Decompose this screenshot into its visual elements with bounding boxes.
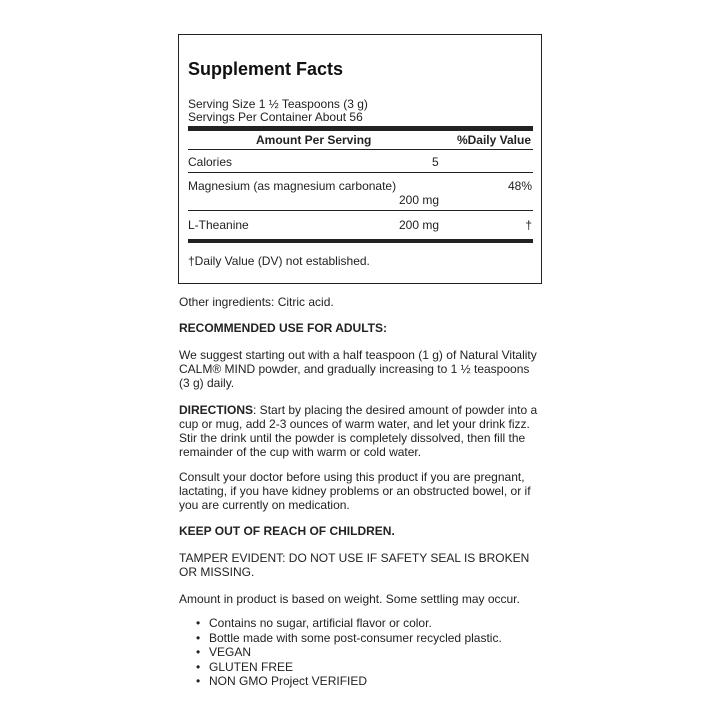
divider — [188, 210, 533, 211]
thick-divider — [188, 126, 533, 131]
row-name: Calories — [188, 155, 233, 169]
list-item: • NON GMO Project VERIFIED — [196, 674, 502, 689]
divider — [188, 149, 533, 150]
header-amount: Amount Per Serving — [256, 133, 372, 147]
list-item: • Bottle made with some post-consumer recycled plastic. — [196, 631, 502, 646]
footnote: †Daily Value (DV) not established. — [188, 254, 370, 268]
keep-out-warning: KEEP OUT OF REACH OF CHILDREN. — [179, 524, 395, 538]
servings-per-container: Servings Per Container About 56 — [188, 110, 363, 124]
directions-text: : Start by placing the desired amount of powder into a cup or mug, add 2-3 ounces of warm water, and let your drink fizz. Stir the drink until the powder is completely dissolved, then fill the remainder of the cup with warm or cold water. — [179, 403, 538, 459]
list-item: • GLUTEN FREE — [196, 660, 502, 675]
row-daily-value: 48% — [507, 179, 532, 193]
directions-label: DIRECTIONS — [179, 403, 254, 417]
thick-divider — [188, 239, 533, 243]
divider — [188, 172, 533, 173]
facts-title: Supplement Facts — [188, 59, 344, 79]
supplement-facts-panel — [178, 34, 542, 284]
header-daily-value: %Daily Value — [456, 133, 531, 147]
other-ingredients: Other ingredients: Citric acid. — [179, 295, 334, 309]
feature-list — [196, 616, 502, 689]
serving-size: Serving Size 1 ½ Teaspoons (3 g) — [188, 97, 368, 111]
list-item: • VEGAN — [196, 645, 502, 660]
tamper-warning: TAMPER EVIDENT: DO NOT USE IF SAFETY SEAL IS BROKEN OR MISSING. — [179, 551, 530, 579]
consult-text: Consult your doctor before using this product if you are pregnant, lactating, if you have kidney problems or an obstructed bowel, or if you are currently on medication. — [179, 470, 531, 512]
row-amount: 5 — [432, 155, 439, 169]
recommended-text: We suggest starting out with a half teaspoon (1 g) of Natural Vitality CALM® MIND powder, and gradually increasing to 1 ½ teaspoons (3 g) daily. — [179, 348, 537, 390]
row-amount: 200 mg — [399, 218, 440, 232]
row-name: L-Theanine — [188, 218, 249, 232]
list-item: • Contains no sugar, artificial flavor or color. — [196, 616, 502, 631]
row-amount: 200 mg — [399, 193, 440, 207]
directions-paragraph — [179, 403, 541, 459]
row-name: Magnesium (as magnesium carbonate) — [188, 179, 397, 193]
row-daily-value: † — [525, 218, 532, 232]
recommended-heading: RECOMMENDED USE FOR ADULTS: — [179, 321, 387, 335]
settling-note: Amount in product is based on weight. Some settling may occur. — [179, 592, 520, 606]
